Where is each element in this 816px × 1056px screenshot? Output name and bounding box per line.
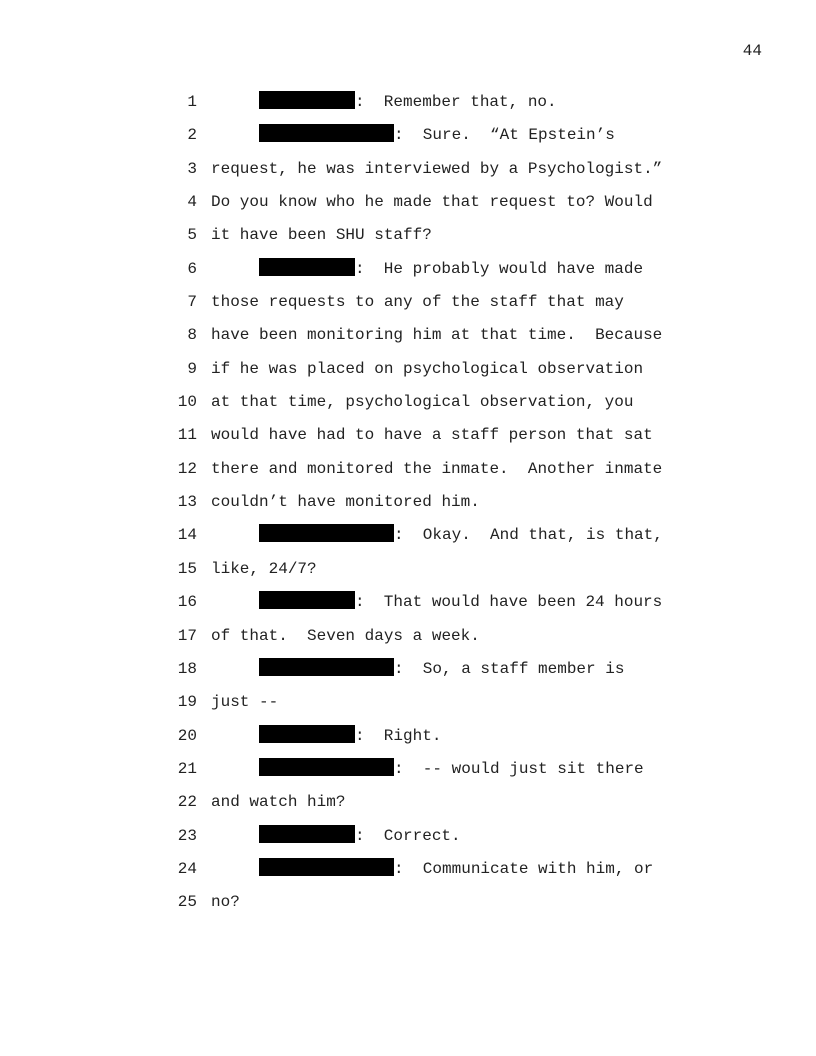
redacted-speaker-name [259, 524, 394, 542]
redacted-speaker-name [259, 658, 394, 676]
transcript-line [160, 553, 680, 586]
transcript-line [160, 286, 680, 319]
line-text-container [259, 820, 461, 853]
line-text-container [211, 153, 662, 186]
line-text-container [211, 886, 240, 919]
line-text-container [259, 86, 557, 119]
transcript-line [160, 119, 680, 152]
transcript-line [160, 886, 680, 919]
line-text: there and monitored the inmate. Another inmate [211, 459, 663, 478]
line-number: 6 [187, 259, 197, 278]
line-text-container [259, 119, 615, 152]
line-text: would have had to have a staff person that sat [211, 426, 653, 445]
transcript-line [160, 453, 680, 486]
transcript-line [160, 253, 680, 286]
redacted-speaker-name [259, 725, 355, 743]
transcript-body [160, 86, 680, 920]
transcript-line [160, 753, 680, 786]
redacted-speaker-name [259, 258, 355, 276]
line-text: like, 24/7? [211, 559, 317, 578]
line-number: 9 [187, 359, 197, 378]
page-number: 44 [742, 42, 762, 60]
line-text: those requests to any of the staff that may [211, 293, 624, 312]
line-text: couldn’t have monitored him. [211, 493, 480, 512]
line-number: 14 [177, 526, 197, 545]
line-number: 18 [177, 659, 197, 678]
line-text: it have been SHU staff? [211, 226, 432, 245]
transcript-line [160, 519, 680, 552]
transcript-line [160, 820, 680, 853]
transcript-line [160, 353, 680, 386]
line-text-container [211, 286, 624, 319]
line-text-container [211, 620, 480, 653]
line-number: 13 [177, 493, 197, 512]
line-text: just -- [211, 693, 279, 712]
redacted-speaker-name [259, 825, 355, 843]
line-number: 23 [177, 826, 197, 845]
line-number: 4 [187, 193, 197, 212]
line-text: : Communicate with him, or [394, 859, 654, 878]
line-text-container [259, 853, 653, 886]
line-number: 15 [177, 559, 197, 578]
line-text-container [259, 753, 644, 786]
transcript-line [160, 386, 680, 419]
line-text-container [211, 786, 345, 819]
redacted-speaker-name [259, 91, 355, 109]
transcript-line [160, 720, 680, 753]
transcript-line [160, 620, 680, 653]
line-text-container [259, 586, 662, 619]
line-number: 17 [177, 626, 197, 645]
line-text: of that. Seven days a week. [211, 626, 480, 645]
redacted-speaker-name [259, 124, 394, 142]
transcript-line [160, 853, 680, 886]
line-text-container [211, 686, 278, 719]
line-number: 11 [177, 426, 197, 445]
line-text: : -- would just sit there [394, 759, 644, 778]
line-text-container [259, 253, 643, 286]
line-text-container [211, 219, 432, 252]
transcript-line [160, 219, 680, 252]
line-number: 20 [177, 726, 197, 745]
transcript-line [160, 319, 680, 352]
redacted-speaker-name [259, 591, 355, 609]
line-number: 8 [187, 326, 197, 345]
line-text: request, he was interviewed by a Psychologist.” [211, 159, 663, 178]
line-number: 16 [177, 593, 197, 612]
line-text-container [259, 519, 663, 552]
transcript-line [160, 586, 680, 619]
line-number: 5 [187, 226, 197, 245]
line-text: : Correct. [355, 826, 461, 845]
line-text-container [211, 386, 633, 419]
line-number: 25 [177, 893, 197, 912]
line-text-container [259, 653, 624, 686]
line-text: if he was placed on psychological observation [211, 359, 644, 378]
line-text: no? [211, 893, 240, 912]
line-number: 10 [177, 393, 197, 412]
transcript-line [160, 653, 680, 686]
line-text: : That would have been 24 hours [355, 593, 663, 612]
transcript-line [160, 786, 680, 819]
line-number: 19 [177, 693, 197, 712]
transcript-line [160, 419, 680, 452]
line-number: 7 [187, 293, 197, 312]
line-text: : So, a staff member is [394, 659, 625, 678]
redacted-speaker-name [259, 758, 394, 776]
line-number: 21 [177, 759, 197, 778]
line-text: : Remember that, no. [355, 93, 557, 111]
line-number: 1 [187, 93, 197, 111]
line-text: at that time, psychological observation, you [211, 393, 634, 412]
line-number: 12 [177, 459, 197, 478]
line-text-container [211, 553, 317, 586]
line-text-container [211, 353, 643, 386]
transcript-line [160, 686, 680, 719]
line-text-container [211, 319, 662, 352]
line-text: have been monitoring him at that time. Because [211, 326, 663, 345]
line-text: : Okay. And that, is that, [394, 526, 663, 545]
line-text: : Sure. “At Epstein’s [394, 126, 615, 145]
transcript-line [160, 86, 680, 119]
line-text: Do you know who he made that request to? Would [211, 193, 653, 212]
line-text-container [259, 720, 441, 753]
redacted-speaker-name [259, 858, 394, 876]
line-number: 3 [187, 159, 197, 178]
line-text-container [211, 419, 653, 452]
line-number: 22 [177, 793, 197, 812]
line-text-container [211, 186, 653, 219]
line-text: : He probably would have made [355, 259, 644, 278]
line-text: : Right. [355, 726, 442, 745]
line-text-container [211, 453, 662, 486]
transcript-line [160, 153, 680, 186]
line-text-container [211, 486, 480, 519]
transcript-line [160, 486, 680, 519]
transcript-line [160, 186, 680, 219]
line-number: 2 [187, 126, 197, 145]
line-number: 24 [177, 859, 197, 878]
line-text: and watch him? [211, 793, 346, 812]
